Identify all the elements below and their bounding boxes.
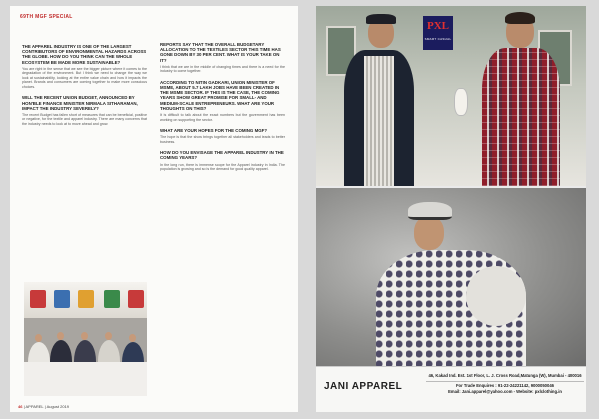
answer: The hope is that the show brings together all stakeholders and leads to better business. (160, 135, 285, 144)
event-banner (24, 282, 147, 318)
ad-photo-top (316, 6, 586, 186)
answer: You are right in the sense that we see the bigger picture where it comes to the degradation of the environment. But I think we need to change the way we look at sustainability, looking at the entire value chain and how it impacts the planet. Brands and consumers are coming together to make more conscious choices. (22, 66, 147, 89)
question: REPORTS SAY THAT THE OVERALL BUDGETARY ALLOCATION TO THE TEXTILES SECTOR THIS TIME HAS GONE DOWN BY 30 PER CENT. WHAT IS YOUR TAKE ON IT? (160, 42, 281, 63)
trade-enquiry-line: For Trade Enquires : 91-22-24221142, 9000050046 (455, 382, 554, 388)
answer: The recent Budget has fallen short of measures that can be beneficial, positive or negative, for the textile and apparel industry. There are many concerns that the industry needs to look at to move ahead and grow. (22, 112, 147, 126)
brand-logo: PXL SMART CASUAL (423, 16, 453, 50)
email-website-line: Email: Jani.apparel@yahoo.com - Website: pxlclothing.in (448, 389, 562, 394)
question: WILL THE RECENT UNION BUDGET, ANNOUNCED BY HON'BLE FINANCE MINISTER NIRMALA SITHARAMAN, IMPACT THE INDUSTRY SEVERELY? (22, 95, 138, 111)
brand-bar (316, 366, 586, 412)
issue-date: August 2019 (46, 404, 70, 409)
advertisement-page (316, 6, 586, 412)
address-line: 46, Kakad Ind. Est. 1st Floor, L. J. Cross Road,Matunga (W), Mumbai - 400016 (428, 373, 582, 378)
answer: It is difficult to talk about the exact numbers but the government has been working on supporting the sector. (160, 113, 285, 122)
guitar (454, 88, 468, 116)
event-table (24, 362, 147, 396)
left-page (10, 6, 298, 412)
answer: In the long run, there is immense scope for the Apparel industry in India. The population is growing and so is the demand for good quality apparel. (160, 162, 285, 172)
question: HOW DO YOU ENVISAGE THE APPAREL INDUSTRY IN THE COMING YEARS? (160, 150, 284, 161)
model-2 (482, 48, 560, 186)
page-footer: 46 | APPAREL | August 2019 (18, 404, 70, 409)
event-photo (24, 282, 147, 396)
page-number: 46 (18, 404, 23, 409)
magazine-name: APPAREL (25, 404, 44, 409)
text-column-1 (22, 44, 147, 132)
contact-address (426, 373, 584, 396)
text-column-2 (160, 42, 285, 178)
answer: I think that we are in the middle of changing times and there is a need for the industry to come together. (160, 64, 285, 74)
question: ACCORDING TO NITIN GADKARI, UNION MINISTER OF MSME, ABOUT 5.7 LAKH JOBS HAVE BEEN CREATED IN THE MSME SECTOR. IF THIS IS THE CASE, THE COMING YEARS SHOW GREAT PROMISE FOR SMALL- AND MEDIUM-SCALE ENTREPRENEURS. WHAT ARE YOUR THOUGHTS ON THIS? (160, 79, 280, 111)
question: THE APPAREL INDUSTRY IS ONE OF THE LARGEST CONTRIBUTORS OF ENVIRONMENTAL HAZARDS ACROSS THE GLOBE. HOW DO YOU THINK CAN THE WHOLE ECOSYSTEM BE MADE MORE SUSTAINABLE? (22, 44, 147, 65)
section-label: 69TH MGF SPECIAL (20, 14, 73, 20)
brand-name: JANI APPAREL (324, 381, 403, 392)
question: WHAT ARE YOUR HOPES FOR THE COMING MGF? (160, 128, 267, 134)
